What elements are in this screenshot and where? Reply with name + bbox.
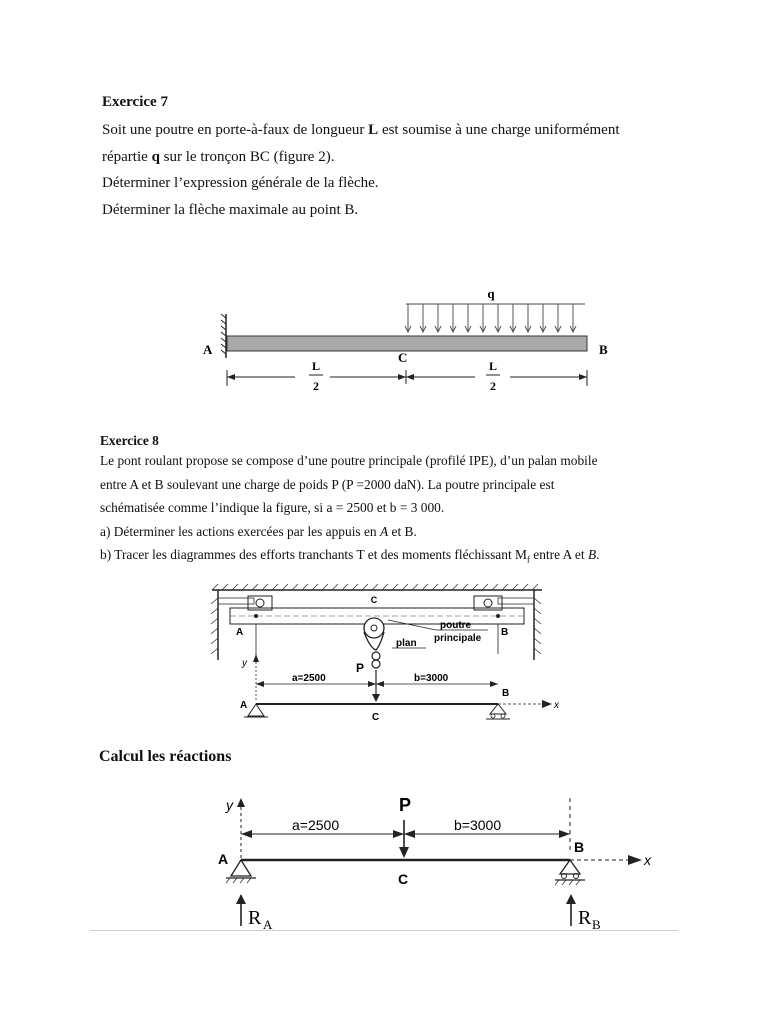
wheel-icon [484,599,492,607]
text-run: est soumise à une charge uniformément [378,122,620,138]
crane-figure [208,584,559,726]
reaction-label-b: R [578,907,592,929]
axis-label-y: y [226,797,233,813]
load-label-p: P [398,795,412,815]
text-run-subscript: f [526,555,530,566]
dim-arrow [559,830,570,838]
reaction-subscript-a: A [263,917,273,932]
section-title-reactions: Calcul les réactions [99,748,232,765]
roller-support-b [490,704,506,714]
fraction-denominator: 2 [313,379,319,393]
beam-label-a: A [240,700,248,711]
point-label-c: C [398,350,408,365]
axis-label-x: x [644,852,651,868]
ground-hatch [555,880,580,885]
text-run: Soit une poutre en porte-à-faux de longueur [102,122,369,138]
exercise-7-title: Exercice 7 [102,94,168,110]
roller-icon [501,714,505,718]
dim-label-a: a=2500 [292,817,340,833]
text-run: . [596,547,600,563]
beam-label-b: B [502,688,510,699]
load-arrows [405,304,576,332]
exercise-8-statement [100,449,599,573]
reaction-arrowhead-a [236,894,246,904]
y-axis-arrow [237,798,245,807]
fraction-denominator: 2 [490,379,496,393]
reactions-figure [210,790,670,930]
callout-principale: principale [434,633,482,644]
point-label-b: B [599,342,608,357]
hook-ring [372,652,380,660]
page-divider [90,930,678,931]
hook-ring [372,660,380,668]
beam-label-c: C [372,712,380,723]
axis-label-y: y [242,658,247,669]
load-label-p: P [356,661,365,675]
statement-line: schématisée comme l’indique la figure, si a = 2500 et b = 3 000. [100,500,445,516]
text-run-italic: A [379,523,389,539]
dim-arrow [490,681,498,687]
text-run: a) Déterminer les actions exercées par les appuis en [100,523,380,539]
reaction-arrowhead-b [566,894,576,904]
point-label-c: C [370,595,378,605]
dim-arrow [376,681,384,687]
point-label-b: B [501,627,509,638]
text-run-bold: q [151,148,160,165]
dim-label-b: b=3000 [414,673,449,684]
exercise-7-statement [102,117,620,223]
text-run: Déterminer la flèche maximale au point B. [102,201,359,218]
dim-arrow [393,830,404,838]
reaction-label-a: R [248,907,262,929]
callout-leader [388,620,436,630]
statement-line [102,117,620,144]
right-wall-hatch [534,598,541,654]
roller-icon [491,714,495,718]
dim-label-a: a=2500 [292,673,326,684]
statement-line: entre A et B soulevant une charge de poids P (P =2000 daN). La poutre principale est [100,476,555,492]
load-arrowhead [372,694,380,702]
dim-arrow [404,830,415,838]
point-label-a: A [236,627,244,638]
dim-arrow [256,681,264,687]
callout-poutre: poutre [440,620,472,631]
exercise-8-title: Exercice 8 [100,433,159,448]
text-run: sur le tronçon BC (figure 2). [159,148,335,165]
wheel-icon [256,599,264,607]
dim-arrow [368,681,376,687]
point-label-b: B [574,839,585,855]
point-label-c: C [398,871,409,887]
fraction-numerator: L [488,359,498,373]
ceiling-hatch [212,584,538,590]
text-run: Déterminer l’expression générale de la flèche. [102,175,379,191]
point-label-a: A [218,851,229,867]
hoist-pulley [364,618,384,638]
dim-arrow [241,830,252,838]
dim-label-b: b=3000 [454,817,502,833]
right-ledge [498,598,534,604]
statement-line [102,197,620,224]
question-b [100,543,599,572]
point-label-a: A [203,342,213,357]
reaction-subscript-b: B [592,917,601,932]
ground-hatch [226,878,251,883]
pin-support-a [248,704,264,716]
x-axis-arrow [542,700,552,708]
y-axis-arrow [253,654,259,662]
support-marker [496,614,500,618]
fraction-numerator: L [311,359,321,373]
axis-label-x: x [554,700,559,711]
text-run: b) Tracer les diagrammes des efforts tranchants T et des moments fléchissant M [100,547,527,563]
pin-support-a [231,860,251,876]
question-a [100,520,599,544]
text-run: et B. [388,523,417,539]
cantilever-figure [195,280,625,400]
load-arrowhead [399,847,409,858]
load-label-q: q [487,286,495,301]
statement-line: Le pont roulant propose se compose d’une poutre principale (profilé IPE), d’un palan mobile [100,453,598,468]
statement-line [102,144,620,171]
callout-plan: plan [396,638,417,649]
beam [227,336,587,351]
left-wall-hatch [211,598,218,654]
statement-line [102,170,620,197]
text-run-italic: B [587,547,597,563]
x-axis-arrow [628,855,642,865]
support-marker [254,614,258,618]
left-ledge [218,598,254,604]
roller-support-b [560,860,580,874]
text-run-bold: L [368,122,379,138]
text-run: entre A et [529,547,588,563]
text-run: répartie [102,148,152,165]
